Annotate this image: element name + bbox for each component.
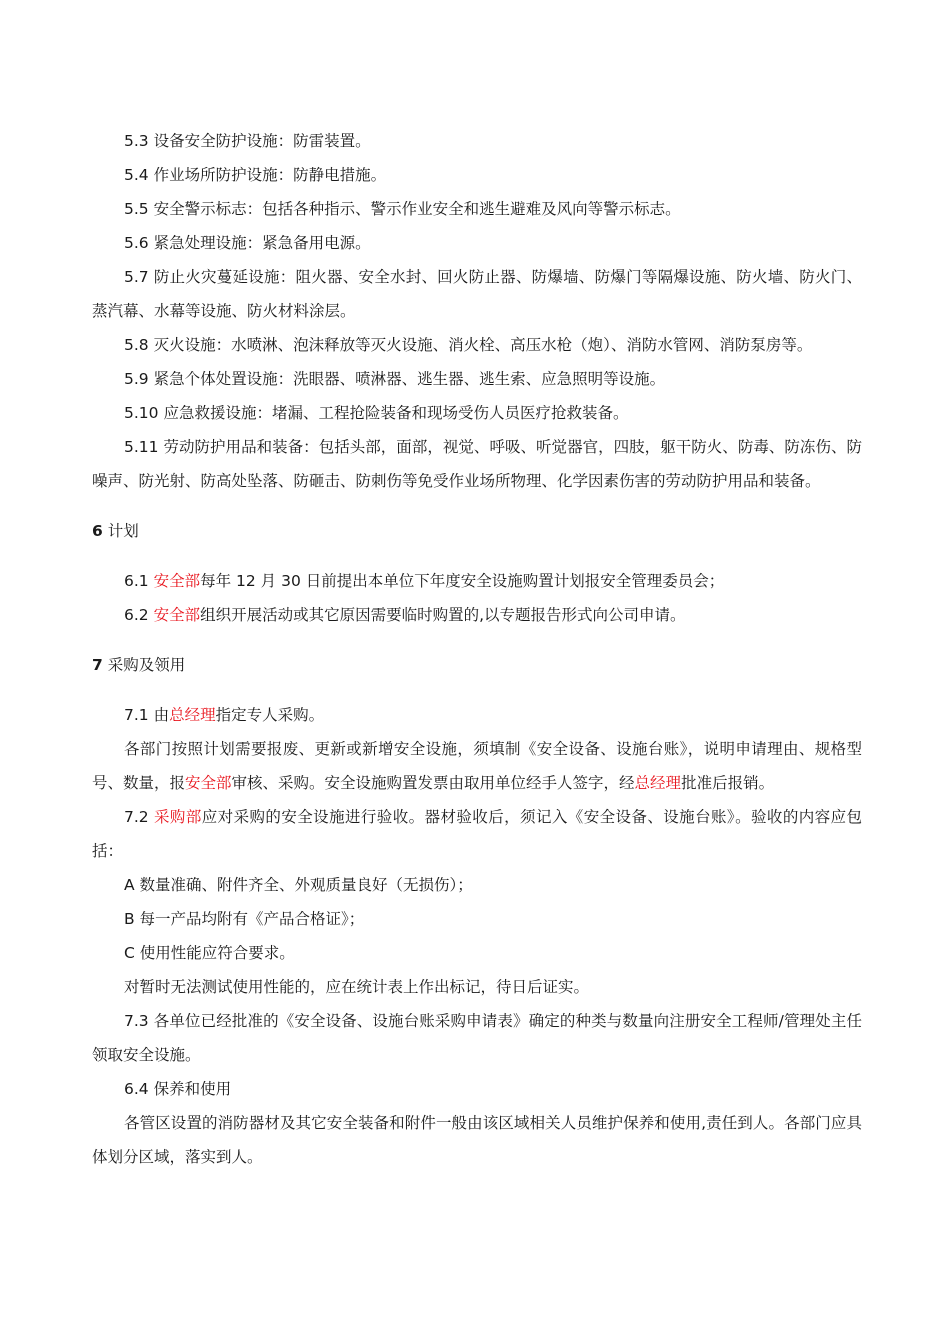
untested-note: 对暂时无法测试使用性能的，应在统计表上作出标记，待日后证实。 [124,978,590,996]
item-6-1 [92,564,862,598]
dept-highlight: 采购部 [154,808,202,826]
section-6-heading [92,514,862,548]
item-5-3: 5.3 设备安全防护设施：防雷装置。 [124,132,371,150]
item-6-1-num: 6.1 [124,572,154,590]
procedure-text-c: 批准后报销。 [681,774,775,792]
procedure-text-a: 各部门按照计划需要报废、更新或新增安全设施，须填制《安全设备、设施台账》，说明申请理由、规格型号、数量，报 [92,740,862,792]
item-7-3: 7.3 各单位已经批准的《安全设备、设施台账采购申请表》确定的种类与数量向注册安全工程师/管理处主任领取安全设施。 [92,1012,862,1064]
item-7-1-num: 7.1 由 [124,706,170,724]
item-5-8: 5.8 灭火设施：水喷淋、泡沫释放等灭火设施、消火栓、高压水枪（炮）、消防水管网、消防泵房等。 [124,336,813,354]
item-6-1-text: 每年 12 月 30 日前提出本单位下年度安全设施购置计划报安全管理委员会； [200,572,725,590]
dept-highlight: 安全部 [185,774,232,792]
item-6-4-heading: 6.4 保养和使用 [124,1080,232,1098]
item-5-6: 5.6 紧急处理设施：紧急备用电源。 [124,234,371,252]
item-7-2-num: 7.2 [124,808,154,826]
procedure-text-b: 审核、采购。安全设施购置发票由取用单位经手人签字，经 [231,774,635,792]
item-6-2-text: 组织开展活动或其它原因需要临时购置的,以专题报告形式向公司申请。 [200,606,686,624]
criteria-a: A 数量准确、附件齐全、外观质量良好（无损伤）； [124,876,473,894]
section-6-number: 6 [92,522,103,540]
item-7-1 [92,698,862,732]
item-7-2 [92,800,862,868]
item-5-11: 5.11 劳动防护用品和装备：包括头部，面部，视觉、呼吸、听觉器官，四肢，躯干防火、防毒、防冻伤、防噪声、防光射、防高处坠落、防砸击、防刺伤等免受作业场所物理、化学因素伤害的劳动防护用品和装备。 [92,438,862,490]
item-7-1-text: 指定专人采购。 [215,706,325,724]
section-7-number: 7 [92,656,103,674]
criteria-b: B 每一产品均附有《产品合格证》； [124,910,365,928]
dept-highlight: 安全部 [153,606,201,624]
section-7-heading [92,648,862,682]
section-6-title: 计划 [102,522,139,540]
document-page [92,124,862,1174]
item-6-2 [92,598,862,632]
item-5-4: 5.4 作业场所防护设施：防静电措施。 [124,166,387,184]
item-5-10: 5.10 应急救援设施：堵漏、工程抢险装备和现场受伤人员医疗抢救装备。 [124,404,629,422]
purchase-procedure-paragraph [92,732,862,800]
criteria-c: C 使用性能应符合要求。 [124,944,295,962]
item-5-9: 5.9 紧急个体处置设施：洗眼器、喷淋器、逃生器、逃生索、应急照明等设施。 [124,370,666,388]
section-7-title: 采购及领用 [102,656,186,674]
role-highlight: 总经理 [634,774,682,792]
dept-highlight: 安全部 [153,572,201,590]
item-6-2-num: 6.2 [124,606,154,624]
role-highlight: 总经理 [169,706,216,724]
item-7-2-text: 应对采购的安全设施进行验收。器材验收后，须记入《安全设备、设施台账》。验收的内容应包括： [92,808,862,860]
item-5-7: 5.7 防止火灾蔓延设施：阻火器、安全水封、回火防止器、防爆墙、防爆门等隔爆设施、防火墙、防火门、蒸汽幕、水幕等设施、防火材料涂层。 [92,268,862,320]
item-5-5: 5.5 安全警示标志：包括各种指示、警示作业安全和逃生避难及风向等警示标志。 [124,200,681,218]
maintenance-paragraph: 各管区设置的消防器材及其它安全装备和附件一般由该区域相关人员维护保养和使用,责任到人。各部门应具体划分区域，落实到人。 [92,1114,862,1166]
